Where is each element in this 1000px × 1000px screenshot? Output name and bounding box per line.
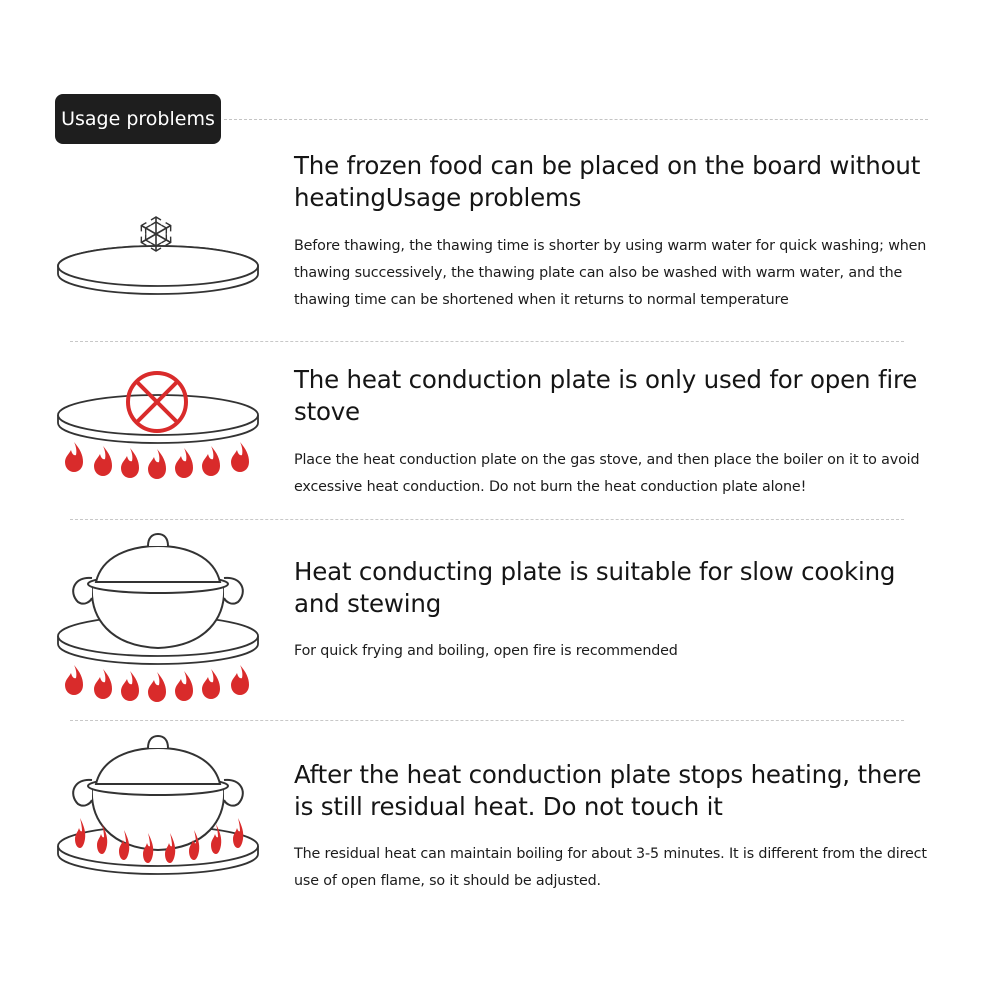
- header-dashed-rule: [224, 119, 928, 120]
- section-divider: [70, 519, 904, 520]
- frozen-plate-icon: [50, 200, 270, 300]
- section-body-slow-cooking: For quick frying and boiling, open fire is recommended: [294, 643, 678, 659]
- section-body-open-fire: Place the heat conduction plate on the gas stove, and then place the boiler on it to avoid excessive heat conduction. Do not burn the heat conduction plate alone!: [294, 452, 920, 495]
- pot-on-plate-fire-icon: [50, 528, 270, 708]
- section-title-open-fire: The heat conduction plate is only used for open fire stove: [294, 365, 918, 426]
- plate-no-heat-icon: [50, 365, 270, 485]
- section-divider: [70, 341, 904, 342]
- section-title-residual-heat: After the heat conduction plate stops heating, there is still residual heat. Do not touch it: [294, 760, 922, 821]
- section-body-frozen: Before thawing, the thawing time is shorter by using warm water for quick washing; when thawing successively, the thawing plate can also be washed with warm water, and the thawing time can be shortened when it returns to normal temperature: [294, 238, 927, 308]
- pot-residual-heat-icon: [50, 730, 270, 890]
- section-header-badge: Usage problems: [55, 94, 221, 144]
- section-title-frozen: The frozen food can be placed on the board without heatingUsage problems: [294, 151, 921, 212]
- section-body-residual-heat: The residual heat can maintain boiling for about 3-5 minutes. It is different from the direct use of open flame, so it should be adjusted.: [294, 846, 927, 889]
- section-divider: [70, 720, 904, 721]
- section-title-slow-cooking: Heat conducting plate is suitable for slow cooking and stewing: [294, 557, 896, 618]
